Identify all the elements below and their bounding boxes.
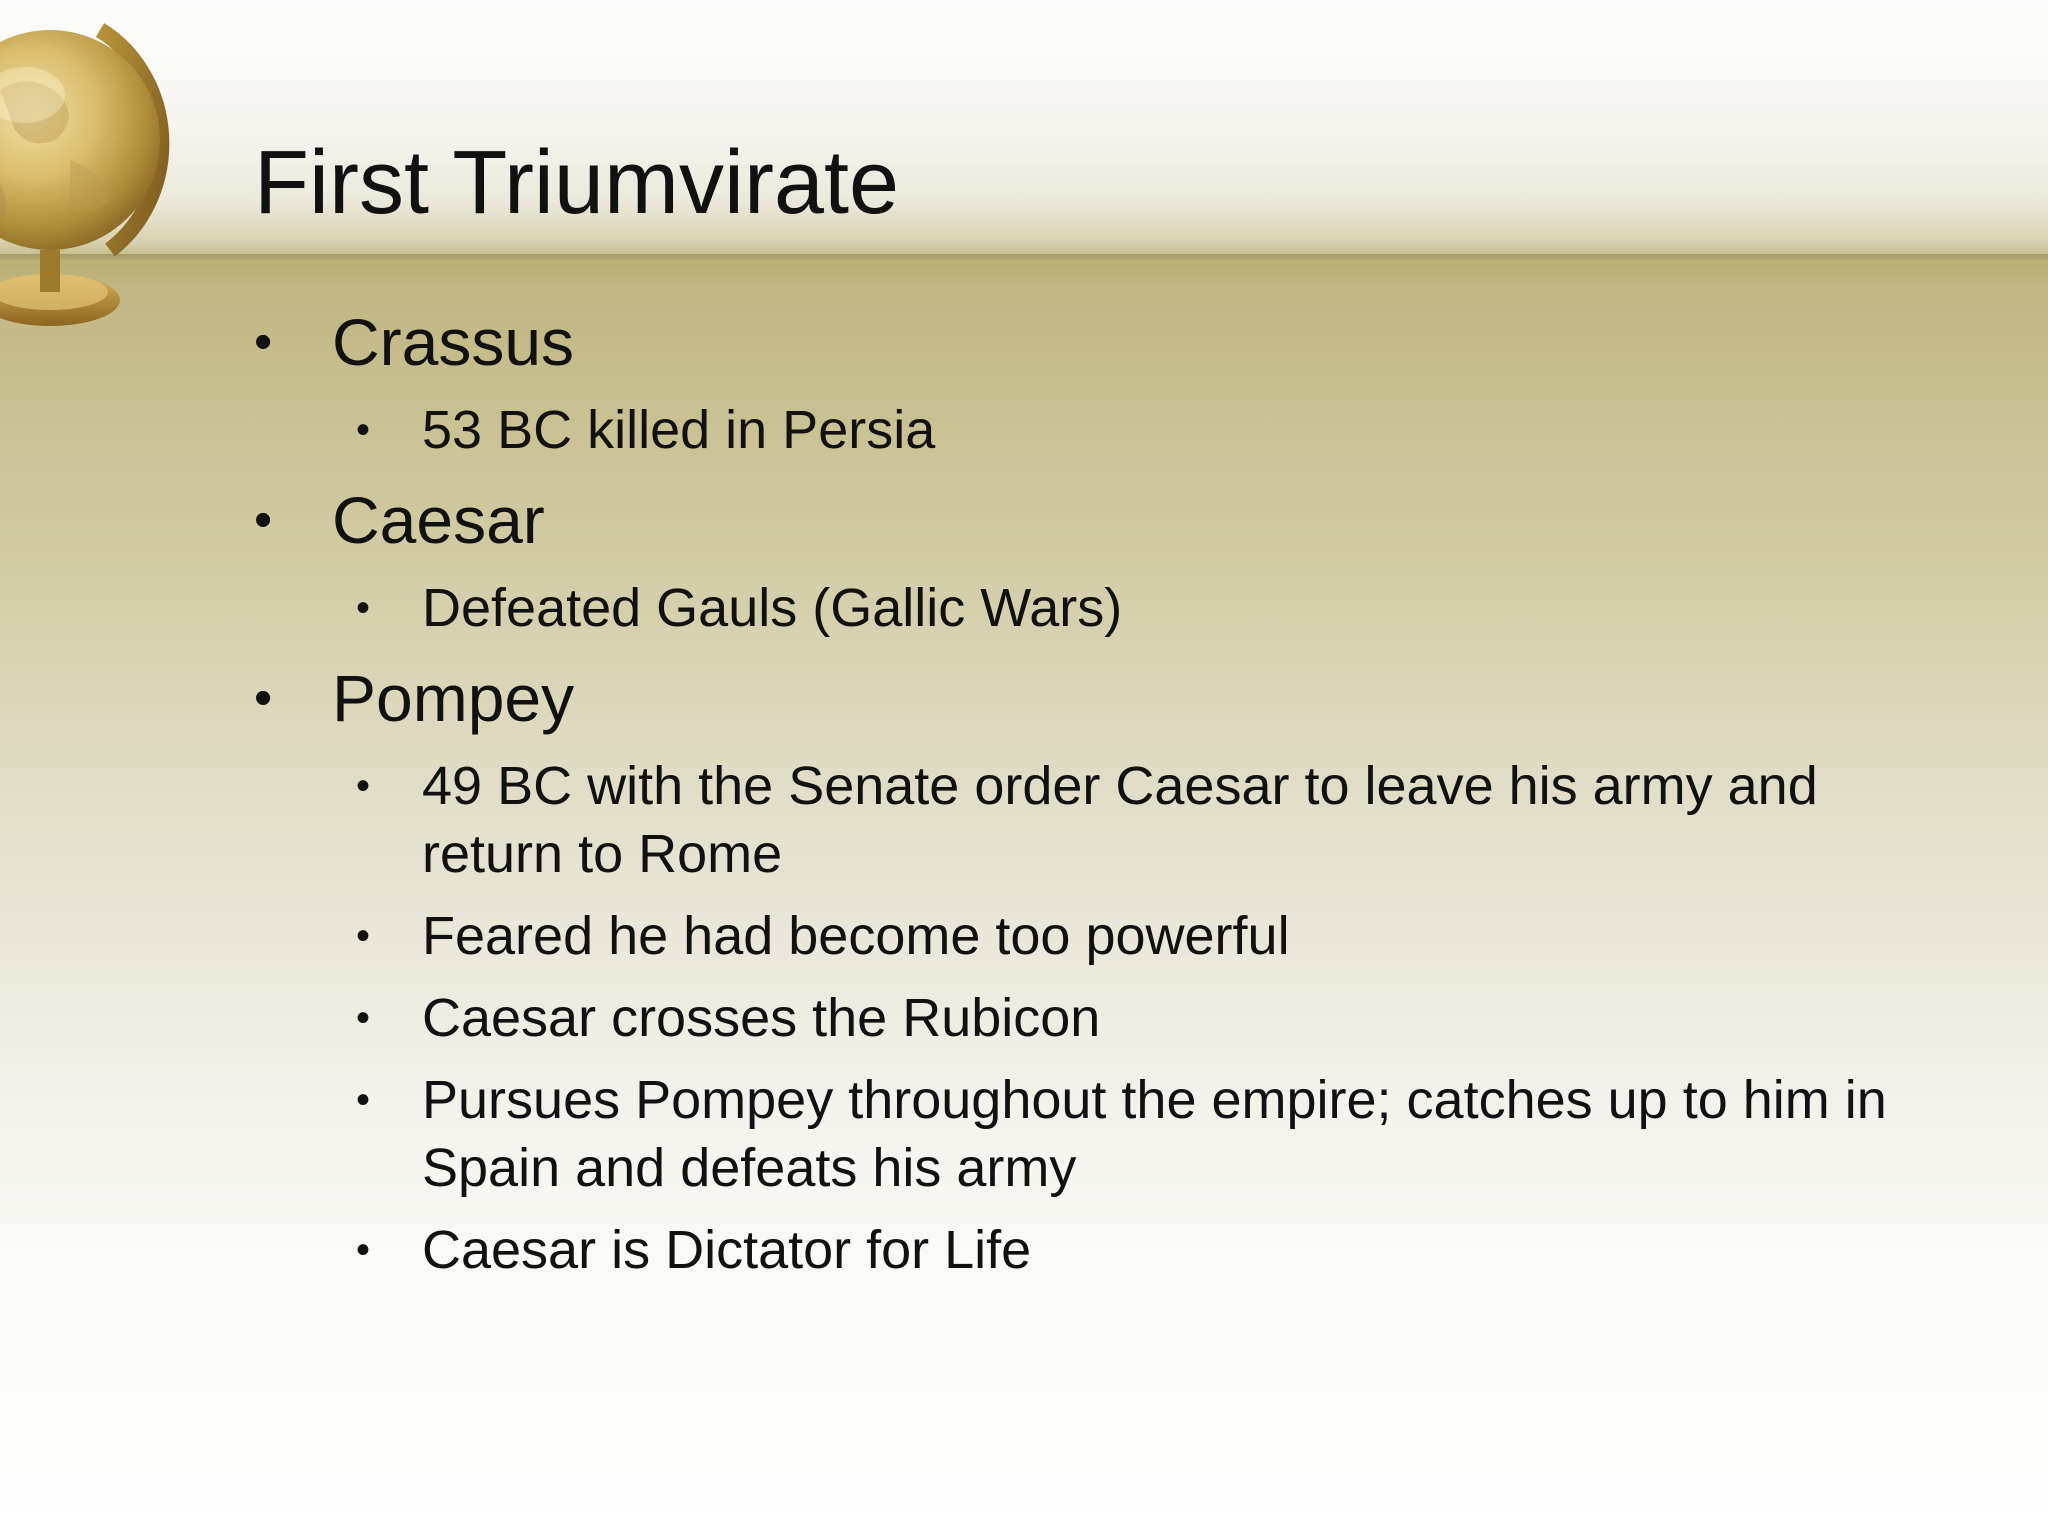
- bullet-icon: •: [356, 764, 371, 808]
- bullet-icon: •: [356, 996, 371, 1040]
- bullet-list: [254, 300, 1914, 1298]
- bullet-icon: •: [254, 491, 273, 549]
- sub-bullet-text: Caesar is Dictator for Life: [422, 1220, 1032, 1280]
- slide-title: First Triumvirate: [254, 133, 900, 233]
- sub-bullet-text: Feared he had become too powerful: [422, 906, 1290, 966]
- bullet-icon: •: [356, 1228, 371, 1272]
- sub-bullet-item: [254, 902, 1914, 970]
- sub-bullet-item: [254, 574, 1914, 642]
- bullet-item-crassus: [254, 300, 1914, 384]
- bullet-icon: •: [254, 669, 273, 727]
- bullet-icon: •: [356, 914, 371, 958]
- sub-bullet-item: [254, 396, 1914, 464]
- sub-bullet-item: [254, 752, 1914, 888]
- bullet-icon: •: [356, 408, 371, 452]
- globe-icon: [0, 0, 200, 340]
- bullet-label: Pompey: [332, 661, 575, 735]
- sub-bullet-text: Defeated Gauls (Gallic Wars): [422, 578, 1123, 638]
- bullet-icon: •: [356, 586, 371, 630]
- bullet-label: Caesar: [332, 483, 545, 557]
- bullet-item-caesar: [254, 478, 1914, 562]
- sub-bullet-text: Caesar crosses the Rubicon: [422, 988, 1101, 1048]
- sub-bullet-text: 53 BC killed in Persia: [422, 400, 936, 460]
- bullet-icon: •: [254, 313, 273, 371]
- bullet-label: Crassus: [332, 305, 575, 379]
- bullet-icon: •: [356, 1078, 371, 1122]
- bullet-item-pompey: [254, 656, 1914, 740]
- sub-bullet-text: 49 BC with the Senate order Caesar to leave his army and return to Rome: [422, 756, 1818, 884]
- sub-bullet-text: Pursues Pompey throughout the empire; catches up to him in Spain and defeats his army: [422, 1070, 1887, 1198]
- sub-bullet-item: [254, 1216, 1914, 1284]
- sub-bullet-item: [254, 984, 1914, 1052]
- sub-bullet-item: [254, 1066, 1914, 1202]
- header-divider: [0, 254, 2048, 260]
